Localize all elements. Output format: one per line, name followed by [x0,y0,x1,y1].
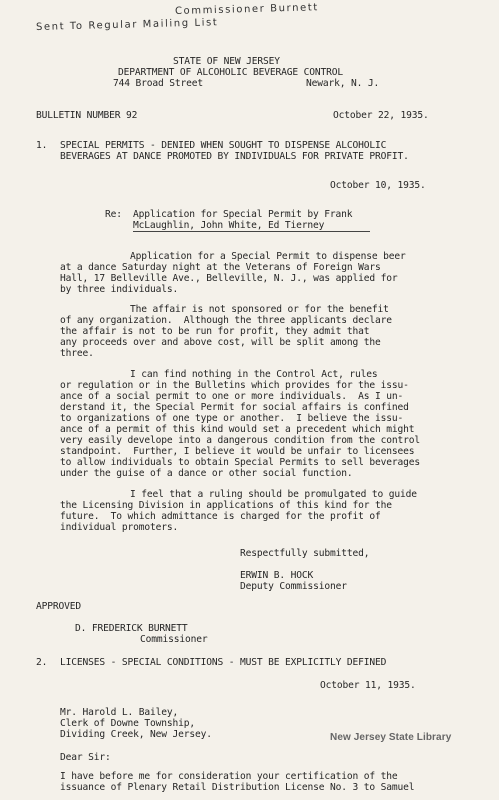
p3-line: ance of a permit of this kind would set a precedent which might [60,424,415,435]
p4-line: the Licensing Division in applications of this kind for the [60,500,392,511]
p1-line: Application for a Special Permit to dispense beer [130,251,406,262]
re-label: Re: [105,209,122,220]
re-underline [133,231,370,232]
signer-title: Deputy Commissioner [240,581,347,592]
bulletin-number: BULLETIN NUMBER 92 [36,110,138,121]
signer-name: ERWIN B. HOCK [240,570,314,581]
closing: Respectfully submitted, [240,548,370,559]
section2-heading: LICENSES - SPECIAL CONDITIONS - MUST BE EXPLICITLY DEFINED [60,657,387,668]
p3-line: ance of a social permit to one or more individuals. As I un- [60,391,404,402]
p4-line: individual promoters. [60,522,179,533]
p3-line: to allow individuals to obtain Special Permits to sell beverages [60,457,421,468]
section2-number: 2. [36,657,48,668]
p3-line: to organizations of one type or another. I believe the issu- [60,413,404,424]
p4-line: I feel that a ruling should be promulgated to guide [130,489,417,500]
addressee-line: Clerk of Downe Township, [60,718,196,729]
p2-line: of any organization. Although the three applicants declare [60,315,392,326]
header-address: 744 Broad Street [113,78,204,89]
section1-heading-line1: SPECIAL PERMITS - DENIED WHEN SOUGHT TO DISPENSE ALCOHOLIC [60,140,387,151]
p3-line: very easily develope into a dangerous condition from the control [60,435,421,446]
approver-title: Commissioner [140,634,208,645]
handwritten-note-commissioner: Commissioner Burnett [174,2,320,17]
library-stamp: New Jersey State Library [330,732,452,743]
header-city: Newark, N. J. [306,78,380,89]
p2-line: The affair is not sponsored or for the benefit [130,304,389,315]
p2-line: the affair is not to be run for profit, they admit that [60,326,370,337]
p2-line: three. [60,348,94,359]
section1-number: 1. [36,140,48,151]
p3-line: derstand it, the Special Permit for social affairs is confined [60,402,409,413]
salutation: Dear Sir: [60,752,111,763]
section2-date: October 11, 1935. [320,680,416,691]
addressee-line: Mr. Harold L. Bailey, [60,707,179,718]
approved-label: APPROVED [36,601,82,612]
p1-line: at a dance Saturday night at the Veterans of Foreign Wars [60,262,381,273]
re-line1: Application for Special Permit by Frank [133,209,353,220]
p3-line: or regulation or in the Bulletins which provides for the issu- [60,380,409,391]
bulletin-date: October 22, 1935. [333,110,429,121]
handwritten-note-mailing-list: Sent To Regular Mailing List [35,17,219,33]
header-state: STATE OF NEW JERSEY [173,56,280,67]
approver-name: D. FREDERICK BURNETT [75,623,188,634]
p3-line: I can find nothing in the Control Act, rules [130,369,378,380]
p3-line: under the guise of a dance or other social function. [60,468,353,479]
p1-line: by three individuals. [60,284,179,295]
p3-line: standpoint. Further, I believe it would be unfair to licensees [60,446,415,457]
section1-date: October 10, 1935. [330,180,426,191]
p4-line: future. To which admittance is charged for the profit of [60,511,381,522]
re-line2: McLaughlin, John White, Ed Tierney [133,220,325,231]
p1-line: Hall, 17 Belleville Ave., Belleville, N. J., was applied for [60,273,398,284]
addressee-line: Dividing Creek, New Jersey. [60,729,212,740]
section1-heading-line2: BEVERAGES AT DANCE PROMOTED BY INDIVIDUALS FOR PRIVATE PROFIT. [60,151,409,162]
header-department: DEPARTMENT OF ALCOHOLIC BEVERAGE CONTROL [118,67,344,78]
letter-body-line: I have before me for consideration your certification of the [60,771,398,782]
p2-line: any proceeds over and above cost, will be split among the [60,337,381,348]
letter-body-line: issuance of Plenary Retail Distribution License No. 3 to Samuel [60,782,415,793]
